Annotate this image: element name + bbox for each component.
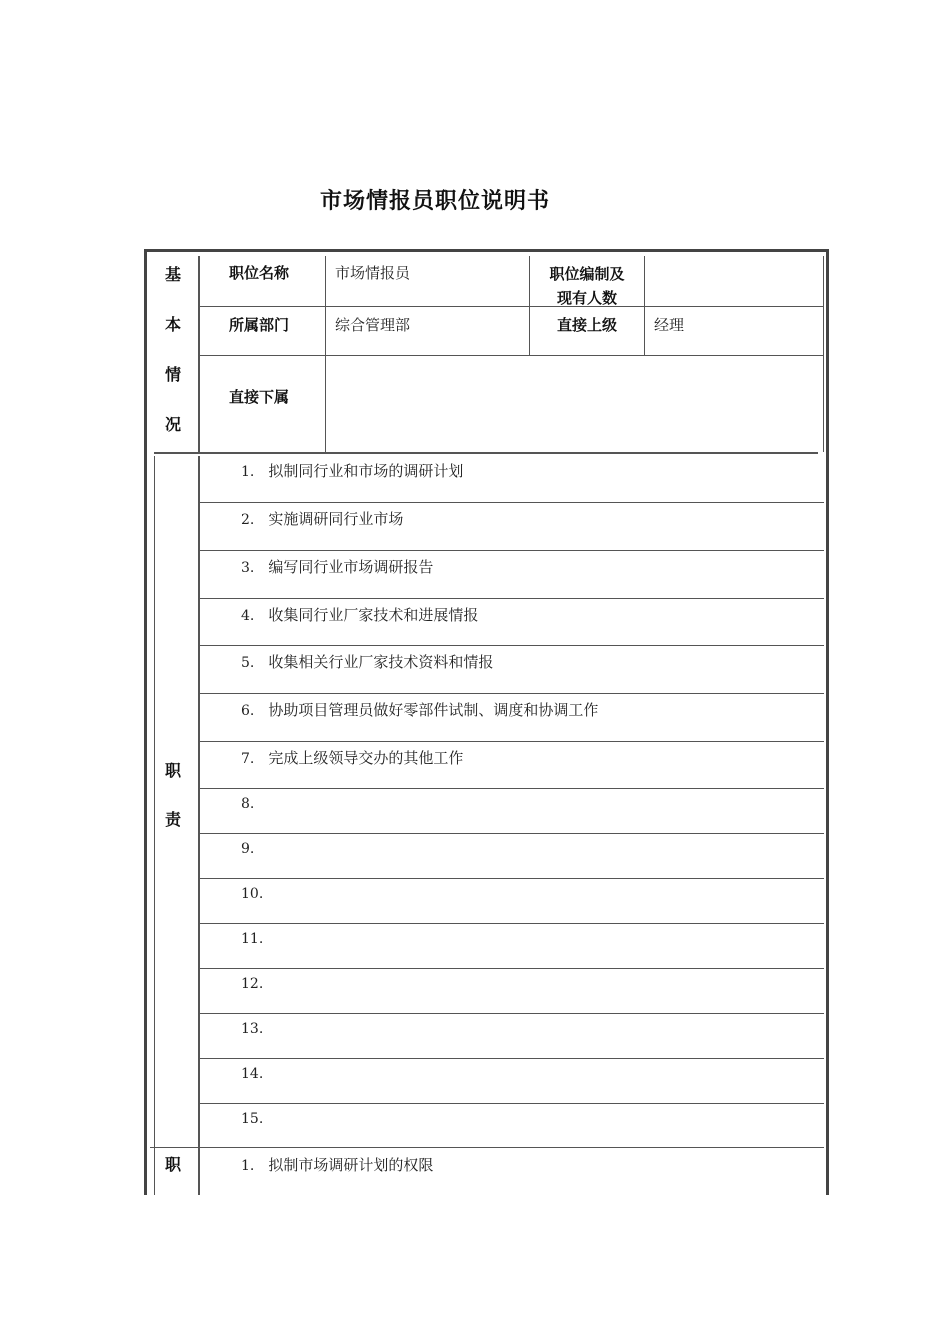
duty-item-number: 7.	[241, 751, 255, 767]
duty-item	[241, 1064, 277, 1082]
row-divider	[198, 923, 824, 924]
section-divider	[150, 1147, 824, 1148]
duty-item	[241, 974, 277, 992]
row-divider	[198, 306, 824, 307]
column-divider	[198, 456, 200, 1195]
duty-item-number: 2.	[241, 512, 255, 528]
duty-item-number: 1.	[241, 464, 255, 480]
duty-item-text: 拟制同行业和市场的调研计划	[268, 462, 464, 480]
basic-info-label-2: 本	[164, 315, 181, 334]
duty-item-number: 6.	[241, 703, 255, 719]
duty-item-number: 9.	[241, 841, 255, 857]
superior-label: 直接上级	[556, 316, 617, 334]
row-divider	[198, 1058, 824, 1059]
headcount-label	[530, 262, 644, 310]
duty-item	[241, 884, 277, 902]
headcount-label-line2: 现有人数	[556, 289, 617, 307]
duty-item-text: 收集相关行业厂家技术资料和情报	[268, 653, 494, 671]
row-divider	[198, 598, 824, 599]
superior-value: 经理	[654, 316, 685, 334]
row-divider	[198, 355, 824, 356]
duty-item	[241, 839, 268, 857]
duty-item	[241, 651, 493, 672]
position-name-value: 市场情报员	[335, 264, 411, 282]
column-divider	[823, 256, 824, 452]
duty-item-number: 8.	[241, 796, 255, 812]
page-title: 市场情报员职位说明书	[319, 189, 550, 214]
duty-item	[241, 794, 268, 812]
row-divider	[198, 833, 824, 834]
row-divider	[198, 741, 824, 742]
duty-item-text: 完成上级领导交办的其他工作	[268, 749, 464, 767]
authority-item-text: 拟制市场调研计划的权限	[268, 1156, 434, 1174]
duty-item	[241, 699, 598, 720]
row-divider	[198, 788, 824, 789]
duty-item-number: 15.	[241, 1111, 264, 1127]
duty-item-text: 协助项目管理员做好零部件试制、调度和协调工作	[268, 701, 599, 719]
duty-item	[241, 604, 478, 625]
duty-item-number: 12.	[241, 976, 264, 992]
basic-info-label-3: 情	[164, 365, 181, 384]
column-divider	[644, 256, 645, 356]
duty-item-number: 4.	[241, 608, 255, 624]
duties-label-1: 职	[164, 761, 181, 780]
row-divider	[198, 878, 824, 879]
row-divider	[198, 502, 824, 503]
row-divider	[198, 645, 824, 646]
duty-item	[241, 1109, 277, 1127]
row-divider	[198, 968, 824, 969]
subordinate-label: 直接下属	[229, 388, 290, 406]
duty-item-number: 5.	[241, 655, 255, 671]
duty-item-text: 编写同行业市场调研报告	[268, 558, 434, 576]
authority-item	[241, 1154, 433, 1175]
duty-item	[241, 556, 433, 577]
duties-label-2: 责	[164, 810, 181, 829]
basic-info-label-1: 基	[164, 265, 181, 284]
duty-item-number: 13.	[241, 1021, 264, 1037]
authority-label-1: 职	[164, 1155, 181, 1174]
duty-item	[241, 508, 403, 529]
duty-item	[241, 929, 277, 947]
duty-item-text: 实施调研同行业市场	[268, 510, 404, 528]
duty-item-number: 11.	[241, 931, 264, 947]
basic-info-label-4: 况	[164, 415, 181, 434]
position-name-label: 职位名称	[229, 264, 290, 282]
duty-item	[241, 460, 463, 481]
column-divider	[325, 256, 326, 452]
duty-item-number: 14.	[241, 1066, 264, 1082]
row-divider	[198, 550, 824, 551]
duty-item	[241, 747, 463, 768]
department-label: 所属部门	[229, 316, 290, 334]
column-divider	[198, 256, 200, 452]
duty-item-text: 收集同行业厂家技术和进展情报	[268, 606, 479, 624]
department-value: 综合管理部	[335, 316, 411, 334]
duty-item-number: 3.	[241, 560, 255, 576]
row-divider	[198, 1103, 824, 1104]
duty-item-number: 10.	[241, 886, 264, 902]
authority-item-number: 1.	[241, 1158, 255, 1174]
row-divider	[198, 1013, 824, 1014]
duty-item	[241, 1019, 277, 1037]
headcount-label-line1: 职位编制及	[549, 265, 625, 283]
section-divider	[154, 452, 818, 454]
row-divider	[198, 693, 824, 694]
